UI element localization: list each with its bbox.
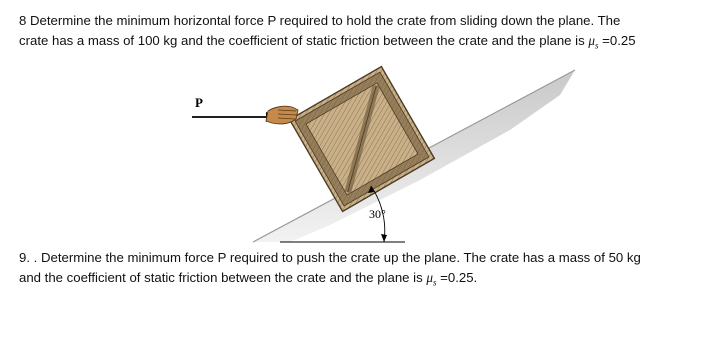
- problem-9-line-1: 9. . Determine the minimum force P required to push the crate up the plane. The crate has a mass of 50 kg: [19, 250, 641, 265]
- problem-9-line-2: and the coefficient of static friction between the crate and the plane is: [19, 270, 427, 285]
- crate: [290, 67, 435, 212]
- force-p-arrow: [192, 112, 278, 122]
- mu-value: =0.25: [598, 33, 636, 48]
- angle-arrowhead-bottom: [381, 234, 387, 242]
- mu-value: =0.25.: [436, 270, 478, 285]
- problem-8-line-1: 8 Determine the minimum horizontal force P required to hold the crate from sliding down the plane. The: [19, 13, 621, 28]
- problem-8-line-2: crate has a mass of 100 kg and the coefficient of static friction between the crate and the plane is: [19, 33, 589, 48]
- mu-symbol: $\mu_s$: [426, 270, 437, 288]
- force-p-label: P: [195, 95, 203, 110]
- hand-icon: [266, 106, 298, 124]
- angle-label: 30°: [369, 207, 386, 221]
- problem-9-text: [19, 248, 709, 293]
- mu-symbol: $\mu_s$: [588, 33, 599, 51]
